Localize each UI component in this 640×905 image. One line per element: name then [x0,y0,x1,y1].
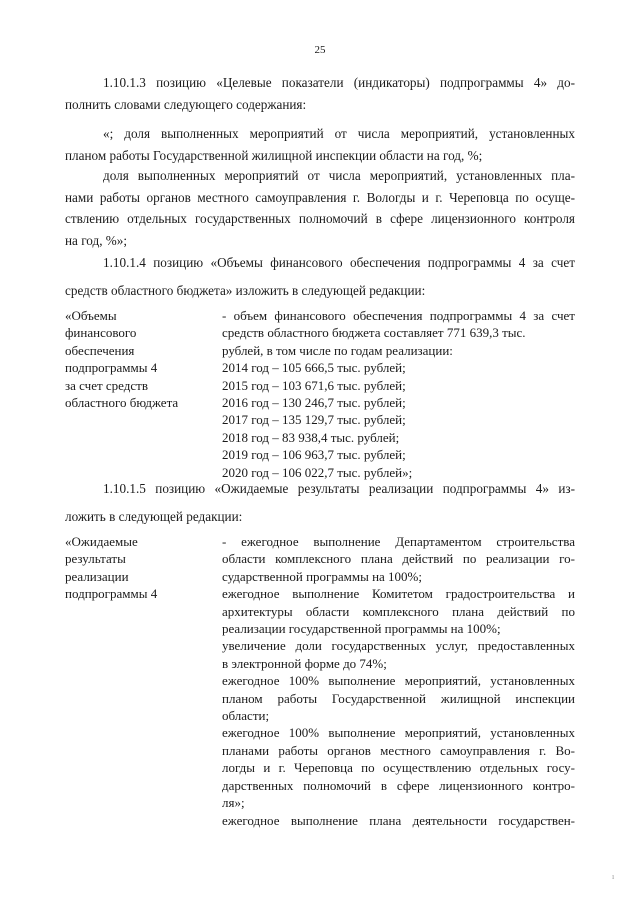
value-line: в электронной форме до 74%; [222,655,387,671]
text-line: нами работы органов местного самоуправления г. Вологды и г. Череповца по осуще- [65,189,575,205]
value-line: - объем финансового обеспечения подпрограммы 4 за счет [222,308,575,323]
value-line: реализации государственной программы на 100%; [222,621,501,637]
label-line: результаты [65,551,126,567]
label-line: подпрограммы 4 [65,360,158,376]
value-line: 2019 год – 106 963,7 тыс. рублей; [222,447,406,463]
value-line: ежегодное выполнение плана деятельности государствен- [222,812,575,828]
value-line: планом работы Государственной жилищной инспекции [222,690,575,706]
page-number: 25 [314,44,326,56]
text-line: полнить словами следующего содержания: [65,96,307,112]
paragraph-3 [65,165,575,251]
text-line: «; доля выполненных мероприятий от числа мероприятий, установленных [103,126,575,141]
results-label-column [65,533,215,603]
value-line: 2017 год – 135 129,7 тыс. рублей; [222,412,406,428]
text-line: 1.10.1.5 позицию «Ожидаемые результаты реализации подпрограммы 4» из- [103,481,575,496]
results-table [65,533,575,833]
value-line: дарственных полномочий в сфере лицензионного контро- [222,777,575,793]
value-line: ежегодное 100% выполнение мероприятий, установленных [222,673,575,689]
paragraph-4 [65,252,575,301]
label-line: подпрограммы 4 [65,586,158,602]
paragraph-5 [65,478,575,527]
label-line: обеспечения [65,342,135,358]
label-line: «Ожидаемые [65,534,138,549]
value-line: средств областного бюджета составляет 771 639,3 тыс. [222,325,526,341]
text-line: ствлению отдельных государственных полномочий в сфере лицензионного контроля [65,211,575,226]
value-line: архитектуры области комплексного плана действий по [222,603,575,619]
value-line: ежегодное выполнение Комитетом градостроительства и [222,586,575,602]
text-line: ложить в следующей редакции: [65,508,243,524]
value-line: увеличение доли государственных услуг, предоставленных [222,638,575,654]
financing-table [65,307,575,483]
value-line: 2018 год – 83 938,4 тыс. рублей; [222,429,400,445]
text-line: 1.10.1.4 позицию «Объемы финансового обеспечения подпрограммы 4 за счет [103,255,575,270]
value-line: 2014 год – 105 666,5 тыс. рублей; [222,360,406,376]
value-line: ежегодное 100% выполнение мероприятий, установленных [222,725,575,741]
value-line: области; [222,708,270,724]
financing-label-column [65,307,215,411]
value-line: планами работы органов местного самоуправления г. Во- [222,742,575,758]
text-line: 1.10.1.3 позицию «Целевые показатели (индикаторы) подпрограммы 4» до- [103,75,575,90]
paragraph-1 [65,72,575,115]
label-line: «Объемы [65,308,117,323]
text-line: планом работы Государственной жилищной инспекции области на год, %; [65,147,483,163]
financing-value-column [222,307,575,481]
value-line: 2020 год – 106 022,7 тыс. рублей»; [222,464,413,480]
value-line: ля»; [222,795,245,811]
label-line: финансового [65,325,137,341]
results-value-column [222,533,575,829]
value-line: - ежегодное выполнение Департаментом строительства [222,534,575,549]
scan-mark: ı [612,872,615,881]
label-line: реализации [65,568,129,584]
value-line: области комплексного плана действий по реализации го- [222,551,575,567]
text-line: средств областного бюджета» изложить в следующей редакции: [65,282,426,298]
value-line: сударственной программы на 100%; [222,568,422,584]
value-line: 2016 год – 130 246,7 тыс. рублей; [222,395,406,411]
value-line: логды и г. Череповца по осуществлению отдельных госу- [222,760,575,776]
text-line: на год, %»; [65,232,128,248]
value-line: рублей, в том числе по годам реализации: [222,342,453,358]
value-line: 2015 год – 103 671,6 тыс. рублей; [222,377,406,393]
label-line: за счет средств [65,377,148,393]
label-line: областного бюджета [65,395,179,411]
paragraph-2 [65,123,575,166]
text-line: доля выполненных мероприятий от числа мероприятий, установленных пла- [103,168,575,183]
